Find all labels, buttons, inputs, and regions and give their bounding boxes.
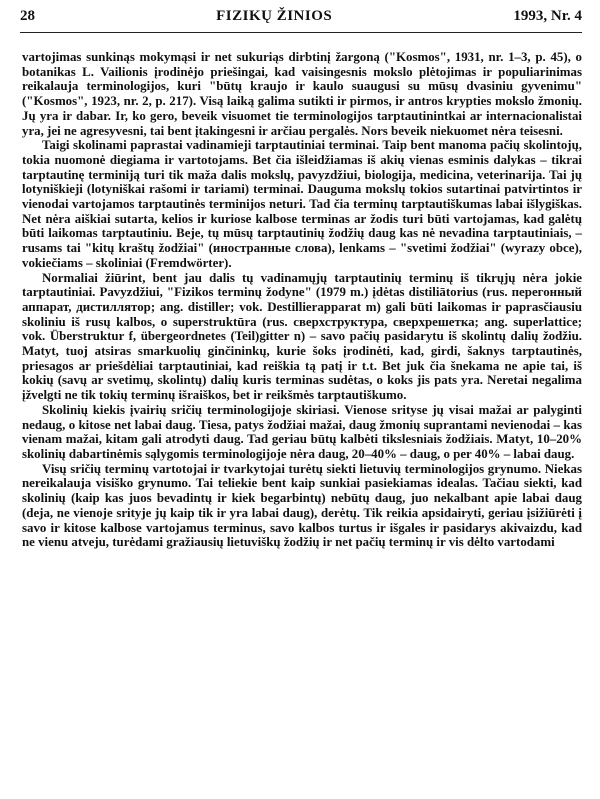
paragraph: Skolinių kiekis įvairių sričių terminologijoje skiriasi. Vienose srityse jų visai mažai ar palyginti nedaug, o kitose net labai daug. Tiesa, patys žodžiai mažai, daug žmonių suprantami nevienodai – kas vienam mažai, kitam gali atrodyti daug. Tad geriau būtų kalbėti tikslesniais žodžiais. Matyt, 10–20% skolinių dabartinėmis sąlygomis terminologijoje nėra daug, 20–40% – daug, o per 40% – labai daug. — [22, 402, 582, 461]
article-body — [22, 50, 582, 550]
paragraph: Normaliai žiūrint, bent jau dalis tų vadinamųjų tarptautinių terminų iš tikrųjų nėra jokie tarptautiniai. Pavyzdžiui, "Fizikos terminų žodyne" (1979 m.) įdėtas distiliātorius (rus. перегонный аппарат, дистиллятор; ang. distiller; vok. Destillierapparat m) gali būti laikomas ir paprasčiausiu skoliniu iš rusų kalbos, o superstruktūra (rus. сверхструктура, сверхрешетка; ang. superlattice; vok. Überstruktur f, übergeordnetes (Teil)gitter n) – savo pačių pasidarytu iš skolintų dalių žodžiu. Matyt, tuoj atsiras smarkuolių ginčininkų, kurie šoks įrodinėti, kad, girdi, šaknys tarptautinės, priesagos ar priešdėliai tarptautiniai, kad reiškia tą patį ir t.t. Bet juk čia šnekama ne apie tai, iš kokių (savų ar svetimų, skolintų) dalių kuris terminas sudėtas, o koks jis pats yra. Neretai negalima įžvelgti ne tik tokių terminų išraiškos, bet ir reikšmės tarptautiškumo. — [22, 270, 582, 403]
paragraph: Taigi skolinami paprastai vadinamieji tarptautiniai terminai. Taip bent manoma pačių skolintojų, tokia nuomonė diegiama ir vartotojams. Bet čia išleidžiamas iš akių vienas esminis dalykas – tikrai tarptautinę terminiją turi tik maža dalis mokslų, pavyzdžiui, biologija, medicina, veterinarija. Tai jų lotyniškieji (lotyniškai rašomi ir tariami) terminai. Dauguma mokslų tokios sutartinai patvirtintos ir vienodai vartojamos tarptautinės terminijos neturi. Tad čia terminų tarptautiškumas labai išlygiškas. Net nėra aiškiai sutarta, kelios ir kuriose kalbose terminas ar žodis turi būti vartojamas, kad galėtų būti laikomas tarptautiniu. Beje, tų mūsų tarptautinių žodžių daug kas nė nevadina tarptautiniais, – rusams tai "kitų kraštų žodžiai" (иностранные слова), lenkams – "svetimi žodžiai" (wyrazy obce), vokiečiams – skoliniai (Fremdwörter). — [22, 138, 582, 270]
journal-title: FIZIKŲ ŽINIOS — [216, 8, 333, 24]
issue-info: 1993, Nr. 4 — [513, 8, 582, 24]
running-header — [20, 8, 582, 33]
page-number: 28 — [20, 8, 35, 24]
paragraph: vartojimas sunkinąs mokymąsi ir net sukuriąs dirbtinį žargoną ("Kosmos", 1931, nr. 1–3, p. 45), o botanikas L. Vailionis įrodinėjo priešingai, kad vaisingesnis mokslo plėtojimas ir populiarinimas reikalauja terminologijos, kuri "būtų kraujo ir kaulo suaugusi su mūsų dvasiniu gyvenimu" ("Kosmos", 1923, nr. 2, p. 217). Visą laiką galima sutikti ir pirmos, ir antros krypties mokslo žmonių. Jų yra ir dabar. Ir, ko gero, beveik visuomet tie terminologijos tarptautinintkai ar internacionalistai yra, jei ne agresyvesni, tai bent įtakingesni ir arčiau pergalės. Nors beveik niekuomet nėra teisesni. — [22, 50, 582, 138]
paragraph: Visų sričių terminų vartotojai ir tvarkytojai turėtų siekti lietuvių terminologijos grynumo. Niekas nereikalauja visiško grynumo. Tai teliekie bent kaip sunkiai pasiekiamas idealas. Tačiau siekti, kad skolinių (kaip kas juos bevadintų ir kiek begarbintų) nebūtų daug, juo nekalbant apie labai daug (deja, ne vienoje srityje jų kaip tik ir yra labai daug), derėtų. Tik reikia apsidairyti, geriau įsižiūrėti į savo ir kitose kalbose vartojamus terminus, savo kalbos turtus ir išgales ir pasidarys akivaizdu, kad ne vienu atveju, turėdami gražiausių lietuviškų žodžių ir net pačių terminų ir vis dėlto vartodami — [22, 461, 582, 550]
